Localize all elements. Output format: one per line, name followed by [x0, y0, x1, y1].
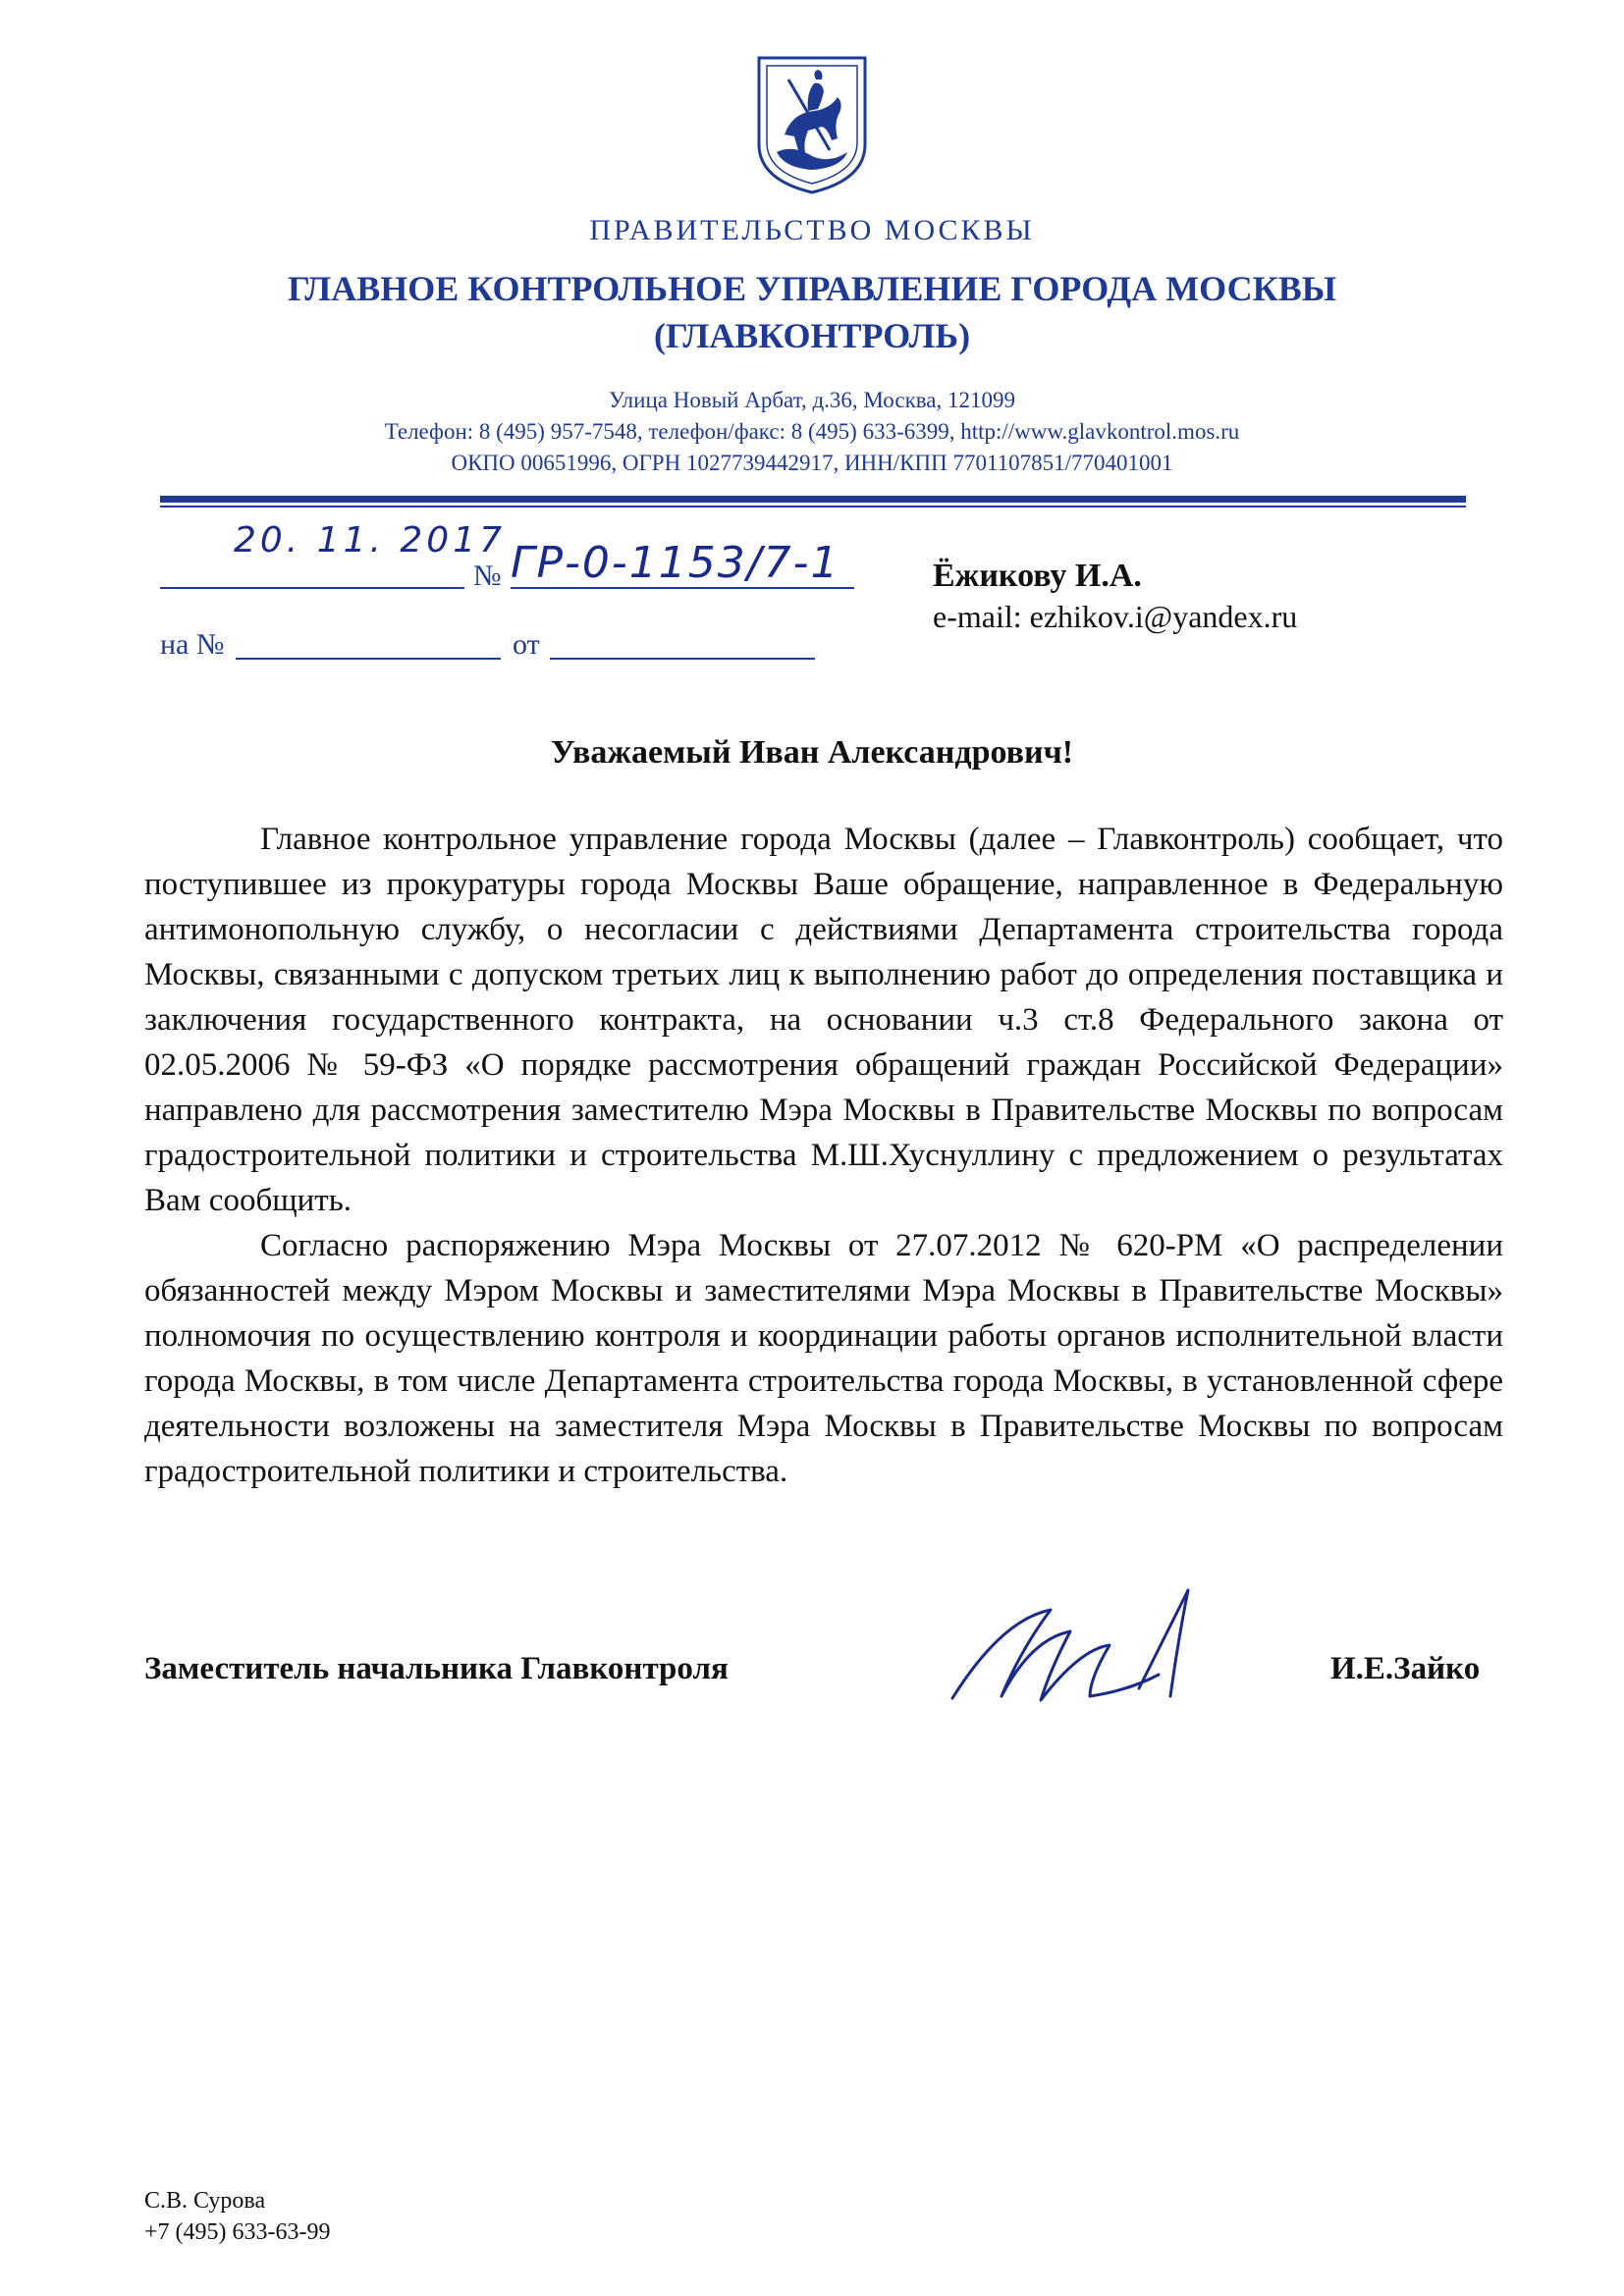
number-line — [511, 587, 854, 589]
government-title: ПРАВИТЕЛЬСТВО МОСКВЫ — [589, 214, 1035, 246]
number-label: № — [473, 560, 502, 592]
organization-name-line2: (ГЛАВКОНТРОЛЬ) — [653, 316, 971, 355]
signer-name: И.Е.Зайко — [1330, 1651, 1481, 1686]
organization-phones: Телефон: 8 (495) 957-7548, телефон/факс: 8 (495) 633-6399, http://www.glavkontrol.mos.ru — [384, 419, 1240, 444]
registration-date: 20. 11. 2017 — [234, 520, 507, 561]
greeting: Уважаемый Иван Александрович! — [550, 734, 1074, 771]
recipient-email: e-mail: ezhikov.i@yandex.ru — [933, 599, 1298, 634]
organization-name-line1: ГЛАВНОЕ КОНТРОЛЬНОЕ УПРАВЛЕНИЕ ГОРОДА МОСКВЫ — [287, 269, 1337, 308]
body-paragraph: Главное контрольное управление города Москвы (далее – Главконтроль) сообщает, что поступившее из прокуратуры города Москвы Ваше обращение, направленное в Федеральную антимонопольную службу, о несогласии с действиями Департамента строительства города Москвы, связанными с допуском третьих лиц к выполнению работ до определения поставщика и заключения государственного контракта, на основании ч.3 ст.8 Федерального закона от 02.05.2006 № 59-ФЗ «О порядке рассмотрения обращений граждан Российской Федерации» направлено для рассмотрения заместителю Мэра Москвы в Правительстве Москвы по вопросам градостроительной политики и строительства М.Ш.Хуснуллину с предложением о результатах Вам сообщить. — [144, 822, 1503, 1218]
executor-name: С.В. Сурова — [144, 2188, 266, 2214]
handwritten-signature — [943, 1580, 1237, 1728]
letter-body — [144, 817, 1503, 1494]
date-line — [160, 587, 464, 589]
body-paragraph: Согласно распоряжению Мэра Москвы от 27.07.2012 № 620-РМ «О распределении обязанностей между Мэром Москвы и заместителями Мэра Москвы в Правительстве Москвы» полномочия по осуществлению контроля и координации работы органов исполнительной власти города Москвы, в том числе Департамента строительства города Москвы, в установленной сфере деятельности возложены на заместителя Мэра Москвы в Правительстве Москвы по вопросам градостроительной политики и строительства. — [144, 1228, 1503, 1489]
registration-number: ГР-0-1153/7-1 — [511, 538, 840, 588]
recipient-name: Ёжикову И.А. — [933, 558, 1142, 594]
organization-address: Улица Новый Арбат, д.36, Москва, 121099 — [608, 388, 1016, 412]
executor-phone: +7 (495) 633-63-99 — [144, 2219, 331, 2245]
executor-info — [144, 2185, 331, 2248]
letterhead-divider — [160, 496, 1466, 503]
organization-contacts — [0, 385, 1624, 479]
organization-codes: ОКПО 00651996, ОГРН 1027739442917, ИНН/КПП 7701107851/770401001 — [451, 451, 1173, 475]
reference-from-label: от — [513, 628, 540, 661]
moscow-coat-of-arms-icon — [753, 54, 871, 196]
reference-from-line — [550, 658, 815, 660]
reference-line — [236, 658, 501, 660]
reference-label: на № — [160, 628, 225, 661]
letterhead-divider-thin — [160, 506, 1466, 507]
organization-name — [0, 265, 1624, 359]
signer-position: Заместитель начальника Главконтроля — [144, 1651, 729, 1686]
